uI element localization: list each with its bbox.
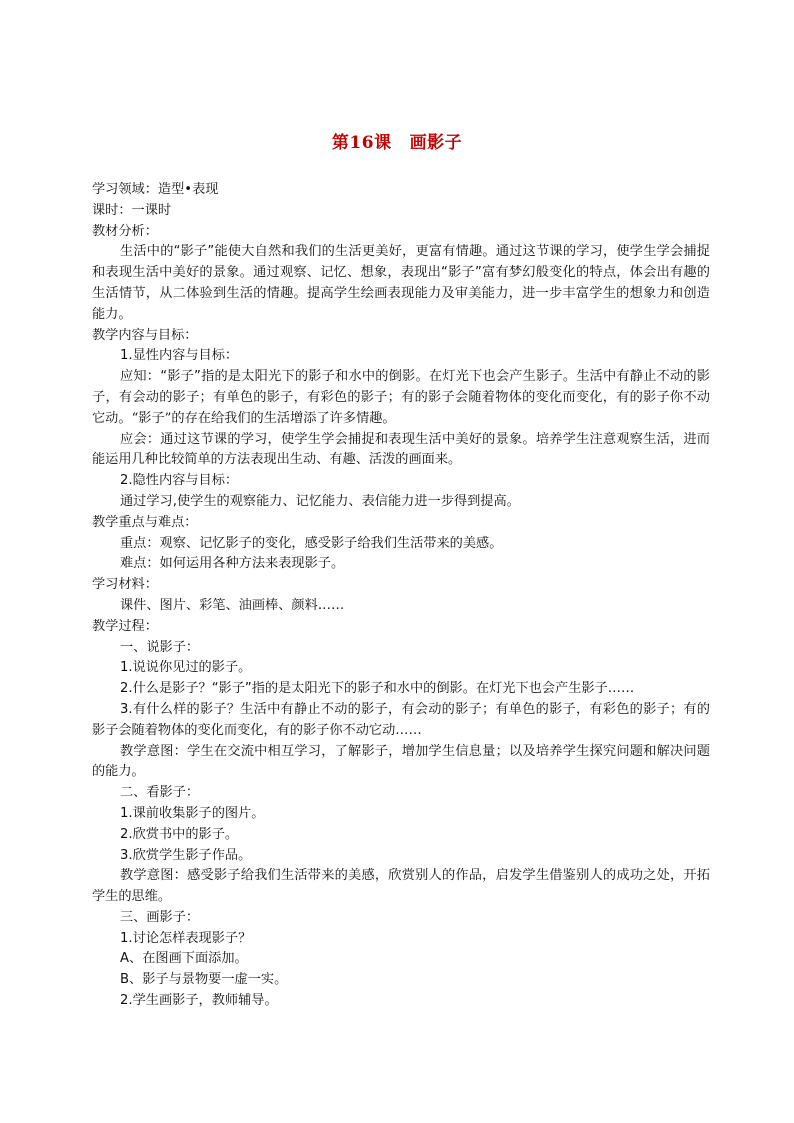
section-1-item-1: 1.说说你见过的影子。 [120, 660, 252, 676]
analysis-paragraph: 生活中的“影子”能使大自然和我们的生活更美好，更富有情趣。通过这节课的学习，使学生学会捕捉和表现生活中美好的景象。通过观察、记忆、想象，表现出“影子”富有梦幻般变化的特点，体会出有趣的生活情节，从二体验到生活的情趣。提高学生绘画表现能力及审美能力，进一步丰富学生的想象力和创造能力。 [92, 244, 710, 322]
process-heading: 教学过程： [92, 618, 158, 634]
section-3-item-1: 1.讨论怎样表现影子？ [120, 930, 252, 946]
implicit-goals-title: 2.隐性内容与目标： [120, 473, 239, 489]
should-do-paragraph: 应会：通过这节课的学习，使学生学会捕捉和表现生活中美好的景象。培养学生注意观察生活，进而能运用几种比较简单的方法表现出生动、有趣、活泼的画面来。 [92, 431, 710, 468]
section-2-intent: 教学意图：感受影子给我们生活带来的美感，欣赏别人的作品，启发学生借鉴别人的成功之处，开拓学生的思维。 [92, 868, 710, 905]
key-point: 重点：观察、记忆影子的变化，感受影子给我们生活带来的美感。 [120, 535, 503, 551]
difficult-point: 难点：如何运用各种方法来表现影子。 [120, 556, 345, 572]
should-know-paragraph [92, 367, 710, 429]
section-1-item-3: 3.有什么样的影子？生活中有静止不动的影子，有会动的影子；有单色的影子，有彩色的影子；有的影子会随着物体的变化而变化，有的影子你不动它动…… [92, 701, 710, 738]
materials-list: 课件、图片、彩笔、油画棒、颜料…… [120, 597, 345, 613]
section-1-intent: 教学意图：学生在交流中相互学习，了解影子，增加学生信息量；以及培养学生探究问题和解决问题的能力。 [92, 743, 710, 780]
lesson-period: 课时：一课时 [92, 202, 172, 218]
learning-field: 学习领域：造型•表现 [92, 182, 219, 197]
section-1-item-2: 2.什么是影子？“影子”指的是太阳光下的影子和水中的倒影。在灯光下也会产生影子…… [120, 681, 635, 697]
section-3-item-2: 2.学生画影子，教师辅导。 [120, 993, 278, 1009]
section-1-title: 一、说影子： [120, 639, 200, 655]
section-2-item-2: 2.欣赏书中的影子。 [120, 826, 239, 842]
section-2-item-3: 3.欣赏学生影子作品。 [120, 847, 252, 863]
should-know-text-extra: “影子”的存在给我们的生活增添了许多情趣。 [131, 410, 396, 426]
goals-heading: 教学内容与目标： [92, 327, 198, 343]
key-points-heading: 教学重点与难点： [92, 514, 198, 530]
analysis-heading: 教材分析： [92, 223, 158, 239]
section-3-item-a: A、在图画下面添加。 [120, 951, 248, 967]
materials-heading: 学习材料： [92, 577, 158, 593]
page-title [0, 128, 794, 153]
section-2-title: 二、看影子： [120, 785, 200, 801]
title-lesson-name: 画影子 [409, 133, 463, 153]
section-2-item-1: 1.课前收集影子的图片。 [120, 805, 265, 821]
section-3-item-b: B、影子与景物要一虚一实。 [120, 972, 288, 988]
title-lesson-number: 第16课 [331, 133, 392, 153]
section-3-title: 三、画影子： [120, 909, 200, 925]
should-know-text: 应知：“影子”指的是太阳光下的影子和水中的倒影。在灯光下也会产生影子。生活中有静止不动的影子，有会动的影子；有单色的影子，有彩色的影子；有的影子会随着物体的变化而变化，有的影子你不动它动。 [92, 369, 710, 426]
explicit-goals-title: 1.显性内容与目标： [120, 348, 239, 364]
lesson-body [92, 180, 710, 1012]
implicit-goals-text: 通过学习,使学生的观察能力、记忆能力、表信能力进一步得到提高。 [120, 493, 520, 509]
